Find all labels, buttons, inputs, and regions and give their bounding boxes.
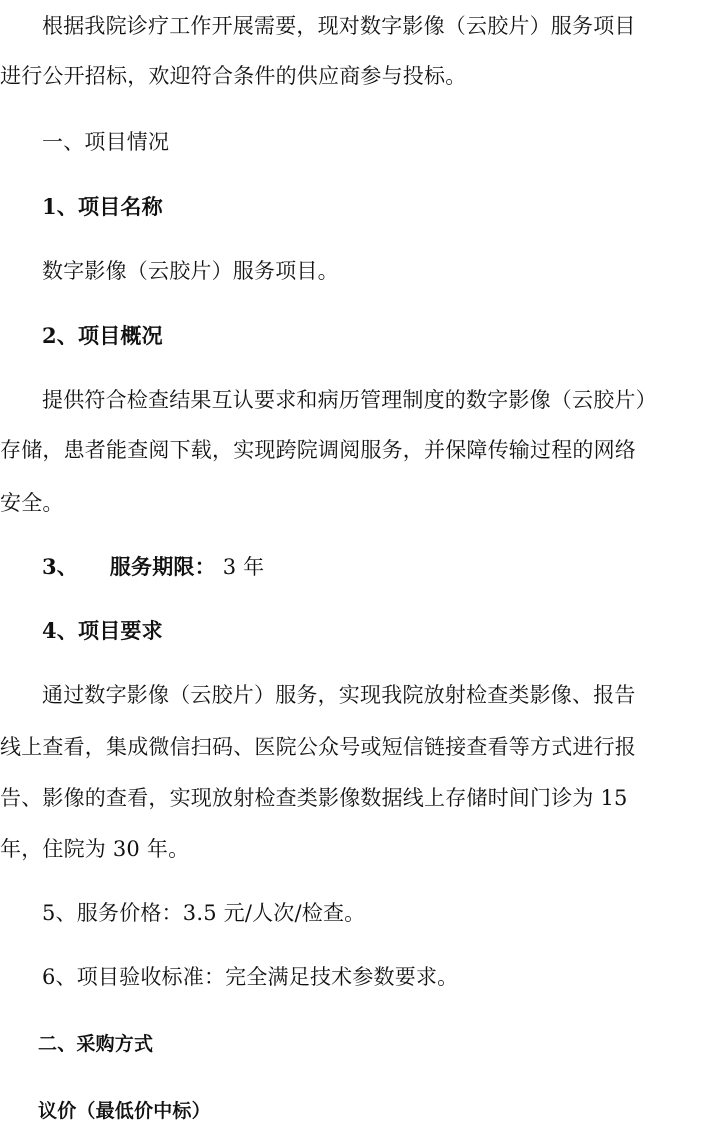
item-3-number: 3、 (42, 554, 79, 579)
item-1-heading: 1、项目名称 (42, 194, 163, 219)
item-4-heading: 4、项目要求 (42, 618, 163, 643)
item-3-value: 3 年 (222, 555, 265, 579)
item-5: 5、服务价格：3.5 元/人次/检查。 (42, 901, 366, 925)
intro-line-2: 进行公开招标，欢迎符合条件的供应商参与投标。 (0, 64, 467, 88)
section-2-text: 议价（最低价中标） (38, 1100, 211, 1122)
item-2-heading: 2、项目概况 (42, 323, 163, 348)
item-3 (42, 553, 264, 581)
item-4-text-line-4: 年，住院为 30 年。 (0, 837, 190, 861)
section-1-heading: 一、项目情况 (42, 130, 170, 154)
item-2-text-line-3: 安全。 (0, 491, 64, 515)
item-2-text-line-2: 存储，患者能查阅下载，实现跨院调阅服务，并保障传输过程的网络 (0, 438, 636, 462)
section-2-heading: 二、采购方式 (38, 1033, 154, 1055)
item-6: 6、项目验收标准：完全满足技术参数要求。 (42, 965, 459, 989)
intro-line-1: 根据我院诊疗工作开展需要，现对数字影像（云胶片）服务项目 (42, 14, 636, 38)
item-4-text-line-2: 线上查看，集成微信扫码、医院公众号或短信链接查看等方式进行报 (0, 735, 636, 759)
item-4-text-line-1: 通过数字影像（云胶片）服务，实现我院放射检查类影像、报告 (42, 683, 636, 707)
item-1-text: 数字影像（云胶片）服务项目。 (42, 259, 339, 283)
item-4-text-line-3: 告、影像的查看，实现放射检查类影像数据线上存储时间门诊为 15 (0, 786, 628, 810)
item-2-text-line-1: 提供符合检查结果互认要求和病历管理制度的数字影像（云胶片） (42, 388, 657, 412)
item-3-label: 服务期限： (109, 554, 216, 579)
